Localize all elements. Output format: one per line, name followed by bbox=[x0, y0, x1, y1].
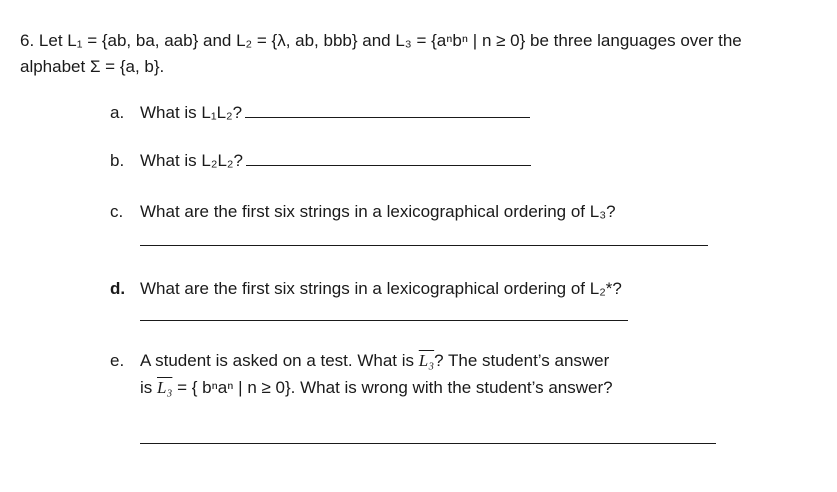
question-c-answer-blank[interactable] bbox=[140, 245, 708, 246]
question-e-line-1 bbox=[110, 350, 609, 372]
problem-number: 6. bbox=[20, 31, 35, 50]
question-b bbox=[110, 150, 531, 172]
problem-statement-line-1: Let L₁ = {ab, ba, aab} and L₂ = {λ, ab, bbb} and L₃ = {aⁿbⁿ | n ≥ 0} be three languages over the bbox=[38, 31, 742, 50]
question-d-text: What are the first six strings in a lexicographical ordering of L₂*? bbox=[140, 279, 622, 298]
question-a-label: a. bbox=[110, 103, 125, 122]
question-e-line2-rest: = { bⁿaⁿ | n ≥ 0}. What is wrong with the student’s answer? bbox=[172, 378, 613, 397]
question-e-text-part2: ? The student’s answer bbox=[434, 351, 610, 370]
question-e-line2-prefix: is bbox=[140, 378, 157, 397]
question-b-label: b. bbox=[110, 151, 125, 170]
question-a bbox=[110, 102, 530, 124]
question-e-answer-blank[interactable] bbox=[140, 443, 716, 444]
question-c-label: c. bbox=[110, 202, 124, 221]
question-d-answer-blank[interactable] bbox=[140, 320, 628, 321]
question-d bbox=[110, 278, 622, 300]
question-e-text-part1: A student is asked on a test. What is bbox=[140, 351, 419, 370]
question-b-text: What is L₂L₂? bbox=[140, 151, 243, 170]
question-e-label: e. bbox=[110, 351, 125, 370]
question-c bbox=[110, 201, 616, 223]
complement-l3-symbol: L₃ bbox=[418, 351, 435, 370]
question-a-answer-blank[interactable] bbox=[245, 103, 530, 118]
problem-line-2 bbox=[20, 56, 164, 78]
question-c-text: What are the first six strings in a lexicographical ordering of L₃? bbox=[140, 202, 616, 221]
question-b-answer-blank[interactable] bbox=[246, 151, 531, 166]
question-d-label: d. bbox=[110, 279, 126, 298]
question-a-text: What is L₁L₂? bbox=[140, 103, 243, 122]
problem-statement-line-2: alphabet Σ = {a, b}. bbox=[20, 57, 165, 76]
question-e-line-2 bbox=[140, 377, 613, 399]
complement-l3-symbol-answer: L₃ bbox=[157, 378, 173, 397]
problem-line-1 bbox=[20, 30, 742, 52]
